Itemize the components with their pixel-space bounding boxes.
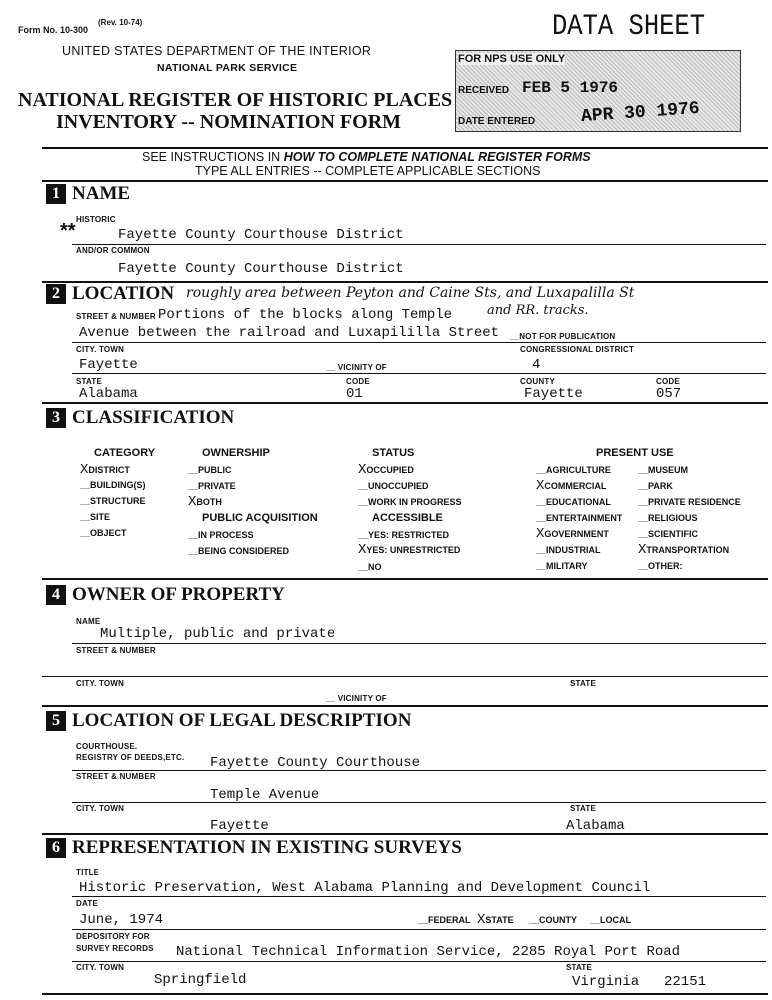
use-agriculture xyxy=(536,465,611,475)
owner-street-label: STREET & NUMBER xyxy=(76,646,156,655)
use-transportation xyxy=(638,542,729,558)
section-3-number: 3 xyxy=(46,408,66,428)
check-mark: X xyxy=(638,542,647,558)
check-blank: __ xyxy=(80,480,91,490)
option-label: GOVERNMENT xyxy=(544,529,609,539)
acquisition-being-considered xyxy=(188,546,289,556)
check-mark: X xyxy=(536,526,545,542)
use-private-residence xyxy=(638,497,741,507)
location-street-value-1: Portions of the blocks along Temple xyxy=(158,307,453,323)
historic-label: HISTORIC xyxy=(76,215,116,224)
date-entered-label: DATE ENTERED xyxy=(458,116,536,127)
ownership-private xyxy=(188,481,236,491)
check-blank: __ xyxy=(188,546,199,556)
nps-use-label: FOR NPS USE ONLY xyxy=(458,53,566,65)
vicinity-of-label: __ VICINITY OF xyxy=(326,363,387,372)
check-blank: __ xyxy=(638,561,649,571)
survey-local: __LOCAL xyxy=(590,915,632,925)
use-other xyxy=(638,561,683,571)
option-label: MILITARY xyxy=(546,561,588,571)
county-label: COUNTY xyxy=(520,377,555,386)
category-site xyxy=(80,512,110,522)
instructions-line1 xyxy=(142,150,591,164)
owner-state-label: STATE xyxy=(570,679,597,688)
status-heading: STATUS xyxy=(372,447,415,459)
option-label: YES: RESTRICTED xyxy=(368,530,450,540)
option-label: YES: UNRESTRICTED xyxy=(366,545,461,555)
courthouse-value: Fayette County Courthouse xyxy=(210,755,421,771)
category-structure xyxy=(80,496,146,506)
survey-state-value: Virginia xyxy=(572,974,640,990)
ownership-public xyxy=(188,465,232,475)
service-name: NATIONAL PARK SERVICE xyxy=(157,62,298,74)
check-blank: __ xyxy=(358,481,369,491)
option-label: BEING CONSIDERED xyxy=(198,546,290,556)
owner-street-rule xyxy=(42,676,768,677)
check-blank: __ xyxy=(536,497,547,507)
option-label: WORK IN PROGRESS xyxy=(368,497,462,507)
option-label: UNOCCUPIED xyxy=(368,481,429,491)
check-blank: __ xyxy=(80,512,91,522)
county-code-value: 057 xyxy=(656,386,682,402)
check-mark: X xyxy=(536,478,545,494)
section-5-title: LOCATION OF LEGAL DESCRIPTION xyxy=(72,710,412,731)
depository-label-2: SURVEY RECORDS xyxy=(76,944,154,953)
received-label: RECEIVED xyxy=(458,85,510,96)
ownership-heading: OWNERSHIP xyxy=(202,447,270,459)
check-mark: X xyxy=(358,462,367,478)
option-label: BUILDING(S) xyxy=(90,480,146,490)
status-occupied xyxy=(358,462,414,478)
option-label: DISTRICT xyxy=(88,465,130,475)
legal-street-value: Temple Avenue xyxy=(210,787,320,803)
survey-county: __COUNTY xyxy=(529,915,578,925)
use-scientific xyxy=(638,529,698,539)
state-label: STATE xyxy=(76,377,103,386)
instructions-top-rule xyxy=(42,147,768,149)
check-blank: __ xyxy=(638,465,649,475)
location-state-value: Alabama xyxy=(79,386,138,402)
survey-state-label: STATE xyxy=(566,963,593,972)
use-educational xyxy=(536,497,611,507)
owner-city-label: CITY. TOWN xyxy=(76,679,125,688)
option-label: AGRICULTURE xyxy=(546,465,611,475)
survey-city-value: Springfield xyxy=(154,972,247,988)
check-blank: __ xyxy=(358,562,369,572)
historic-name-value: Fayette County Courthouse District xyxy=(118,227,404,243)
depository-value: National Technical Information Service, 2285 Royal Port Road xyxy=(176,944,681,960)
location-handwritten-note: roughly area between Peyton and Caine Sts, and Luxapalilla St xyxy=(186,285,635,301)
section-3-title: CLASSIFICATION xyxy=(72,407,235,428)
instructions-form-title: HOW TO COMPLETE NATIONAL REGISTER FORMS xyxy=(283,150,591,164)
check-blank: __ xyxy=(358,497,369,507)
use-entertainment xyxy=(536,513,622,523)
use-park xyxy=(638,481,673,491)
survey-title-value: Historic Preservation, West Alabama Planning and Development Council xyxy=(79,880,651,896)
legal-street-label: STREET & NUMBER xyxy=(76,772,156,781)
check-blank: __ xyxy=(358,530,369,540)
check-blank: __ xyxy=(188,530,199,540)
option-label: COMMERCIAL xyxy=(544,481,607,491)
check-mark: X xyxy=(477,912,486,928)
use-government xyxy=(536,526,609,542)
form-bottom-rule xyxy=(42,993,768,995)
congressional-district-label: CONGRESSIONAL DISTRICT xyxy=(520,345,635,354)
historic-rule xyxy=(72,244,766,245)
option-label: RELIGIOUS xyxy=(648,513,698,523)
form-revision: (Rev. 10-74) xyxy=(98,18,143,27)
check-blank: __ xyxy=(536,561,547,571)
section-4-number: 4 xyxy=(46,585,66,605)
check-blank: __ xyxy=(638,529,649,539)
option-label: PRIVATE xyxy=(198,481,236,491)
state-code-value: 01 xyxy=(346,386,363,402)
check-blank: __ xyxy=(638,481,649,491)
option-label: EDUCATIONAL xyxy=(546,497,611,507)
option-label: IN PROCESS xyxy=(198,530,254,540)
option-label: PARK xyxy=(648,481,673,491)
city-town-label: CITY. TOWN xyxy=(76,345,125,354)
survey-state xyxy=(477,912,514,928)
survey-federal: __FEDERAL xyxy=(418,915,471,925)
county-code-label: CODE xyxy=(656,377,680,386)
street-number-label: STREET & NUMBER xyxy=(76,312,156,321)
department-name: UNITED STATES DEPARTMENT OF THE INTERIOR xyxy=(62,44,372,58)
common-label: AND/OR COMMON xyxy=(76,246,150,255)
accessible-restricted xyxy=(358,530,449,540)
received-stamp: FEB 5 1976 xyxy=(522,79,619,97)
check-blank: __ xyxy=(638,513,649,523)
option-label: STATE xyxy=(485,915,514,925)
survey-date-label: DATE xyxy=(76,899,98,908)
location-street-value-2: Avenue between the railroad and Luxapilillа Street xyxy=(79,325,500,341)
courthouse-rule xyxy=(72,770,766,771)
owner-name-label: NAME xyxy=(76,617,101,626)
check-blank: __ xyxy=(638,497,649,507)
check-mark: X xyxy=(358,542,367,558)
use-industrial xyxy=(536,545,601,555)
survey-city-label: CITY. TOWN xyxy=(76,963,125,972)
option-label: NO xyxy=(368,562,382,572)
option-label: OTHER: xyxy=(648,561,683,571)
congressional-district-value: 4 xyxy=(532,357,541,373)
accessible-heading: ACCESSIBLE xyxy=(372,512,443,524)
registry-label: REGISTRY OF DEEDS,ETC. xyxy=(76,753,185,762)
status-work-in-progress xyxy=(358,497,462,507)
check-blank: __ xyxy=(188,465,199,475)
section-2-title: LOCATION xyxy=(72,283,175,304)
survey-date-value: June, 1974 xyxy=(79,912,164,928)
depository-rule xyxy=(72,961,766,962)
present-use-heading: PRESENT USE xyxy=(596,447,674,459)
survey-date-rule xyxy=(72,929,766,930)
location-handwritten-note-2: and RR. tracks. xyxy=(487,303,589,318)
form-title-line2: INVENTORY -- NOMINATION FORM xyxy=(56,111,402,133)
legal-state-value: Alabama xyxy=(566,818,625,834)
use-religious xyxy=(638,513,698,523)
acquisition-in-process xyxy=(188,530,254,540)
option-label: SCIENTIFIC xyxy=(648,529,699,539)
option-label: SITE xyxy=(90,512,111,522)
section-5-bottom-rule xyxy=(42,833,768,835)
section-3-bottom-rule xyxy=(42,578,768,580)
option-label: STRUCTURE xyxy=(90,496,146,506)
accessible-no xyxy=(358,562,382,572)
category-heading: CATEGORY xyxy=(94,447,156,459)
use-military xyxy=(536,561,588,571)
date-entered-stamp: APR 30 1976 xyxy=(580,98,701,128)
instructions-text: SEE INSTRUCTIONS IN xyxy=(142,150,284,164)
survey-title-rule xyxy=(72,896,766,897)
use-museum xyxy=(638,465,688,475)
check-blank: __ xyxy=(80,528,91,538)
check-blank: __ xyxy=(80,496,91,506)
check-blank: __ xyxy=(536,513,547,523)
section-4-bottom-rule xyxy=(42,705,768,707)
category-object xyxy=(80,528,127,538)
section-6-title: REPRESENTATION IN EXISTING SURVEYS xyxy=(72,837,462,858)
check-blank: __ xyxy=(536,545,547,555)
state-code-label: CODE xyxy=(346,377,370,386)
form-number: Form No. 10-300 xyxy=(18,25,89,35)
location-city-value: Fayette xyxy=(79,357,138,373)
check-mark: X xyxy=(188,494,197,510)
option-label: INDUSTRIAL xyxy=(546,545,601,555)
county-value: Fayette xyxy=(524,386,583,402)
section-2-number: 2 xyxy=(46,284,66,304)
legal-street-rule xyxy=(72,802,766,803)
owner-vicinity-label: __ VICINITY OF xyxy=(326,694,387,703)
option-label: MUSEUM xyxy=(648,465,689,475)
section-1-title: NAME xyxy=(72,183,131,204)
option-label: PUBLIC xyxy=(198,465,232,475)
option-label: TRANSPORTATION xyxy=(646,545,730,555)
data-sheet-label: DATA SHEET xyxy=(552,10,706,44)
nps-use-box xyxy=(455,50,741,132)
category-district xyxy=(80,462,130,478)
use-commercial xyxy=(536,478,606,494)
status-unoccupied xyxy=(358,481,429,491)
instructions-line2: TYPE ALL ENTRIES -- COMPLETE APPLICABLE SECTIONS xyxy=(195,164,541,178)
survey-title-label: TITLE xyxy=(76,868,100,877)
check-blank: __ xyxy=(536,465,547,475)
option-label: ENTERTAINMENT xyxy=(546,513,623,523)
legal-city-label: CITY. TOWN xyxy=(76,804,125,813)
option-label: OCCUPIED xyxy=(366,465,414,475)
option-label: BOTH xyxy=(196,497,222,507)
public-acquisition-heading: PUBLIC ACQUISITION xyxy=(202,512,318,524)
section-4-title: OWNER OF PROPERTY xyxy=(72,584,285,605)
asterisk-marks: ** xyxy=(60,220,76,242)
instructions-bottom-rule xyxy=(42,180,768,182)
legal-city-value: Fayette xyxy=(210,818,269,834)
accessible-unrestricted xyxy=(358,542,460,558)
section-6-number: 6 xyxy=(46,838,66,858)
survey-zip-value: 22151 xyxy=(664,974,707,990)
depository-label-1: DEPOSITORY FOR xyxy=(76,932,150,941)
section-5-number: 5 xyxy=(46,711,66,731)
owner-name-value: Multiple, public and private xyxy=(100,626,336,642)
section-2-bottom-rule xyxy=(42,402,768,404)
not-for-publication: __NOT FOR PUBLICATION xyxy=(510,332,616,341)
form-title-line1: NATIONAL REGISTER OF HISTORIC PLACES xyxy=(18,89,453,111)
location-street-rule xyxy=(72,342,766,343)
legal-state-label: STATE xyxy=(570,804,597,813)
category-buildings xyxy=(80,480,146,490)
option-label: OBJECT xyxy=(90,528,127,538)
owner-name-rule xyxy=(72,643,766,644)
option-label: PRIVATE RESIDENCE xyxy=(648,497,741,507)
section-1-number: 1 xyxy=(46,184,66,204)
check-blank: __ xyxy=(188,481,199,491)
location-city-rule xyxy=(72,373,766,374)
ownership-both xyxy=(188,494,222,510)
check-mark: X xyxy=(80,462,89,478)
courthouse-label: COURTHOUSE. xyxy=(76,742,138,751)
common-name-value: Fayette County Courthouse District xyxy=(118,261,404,277)
